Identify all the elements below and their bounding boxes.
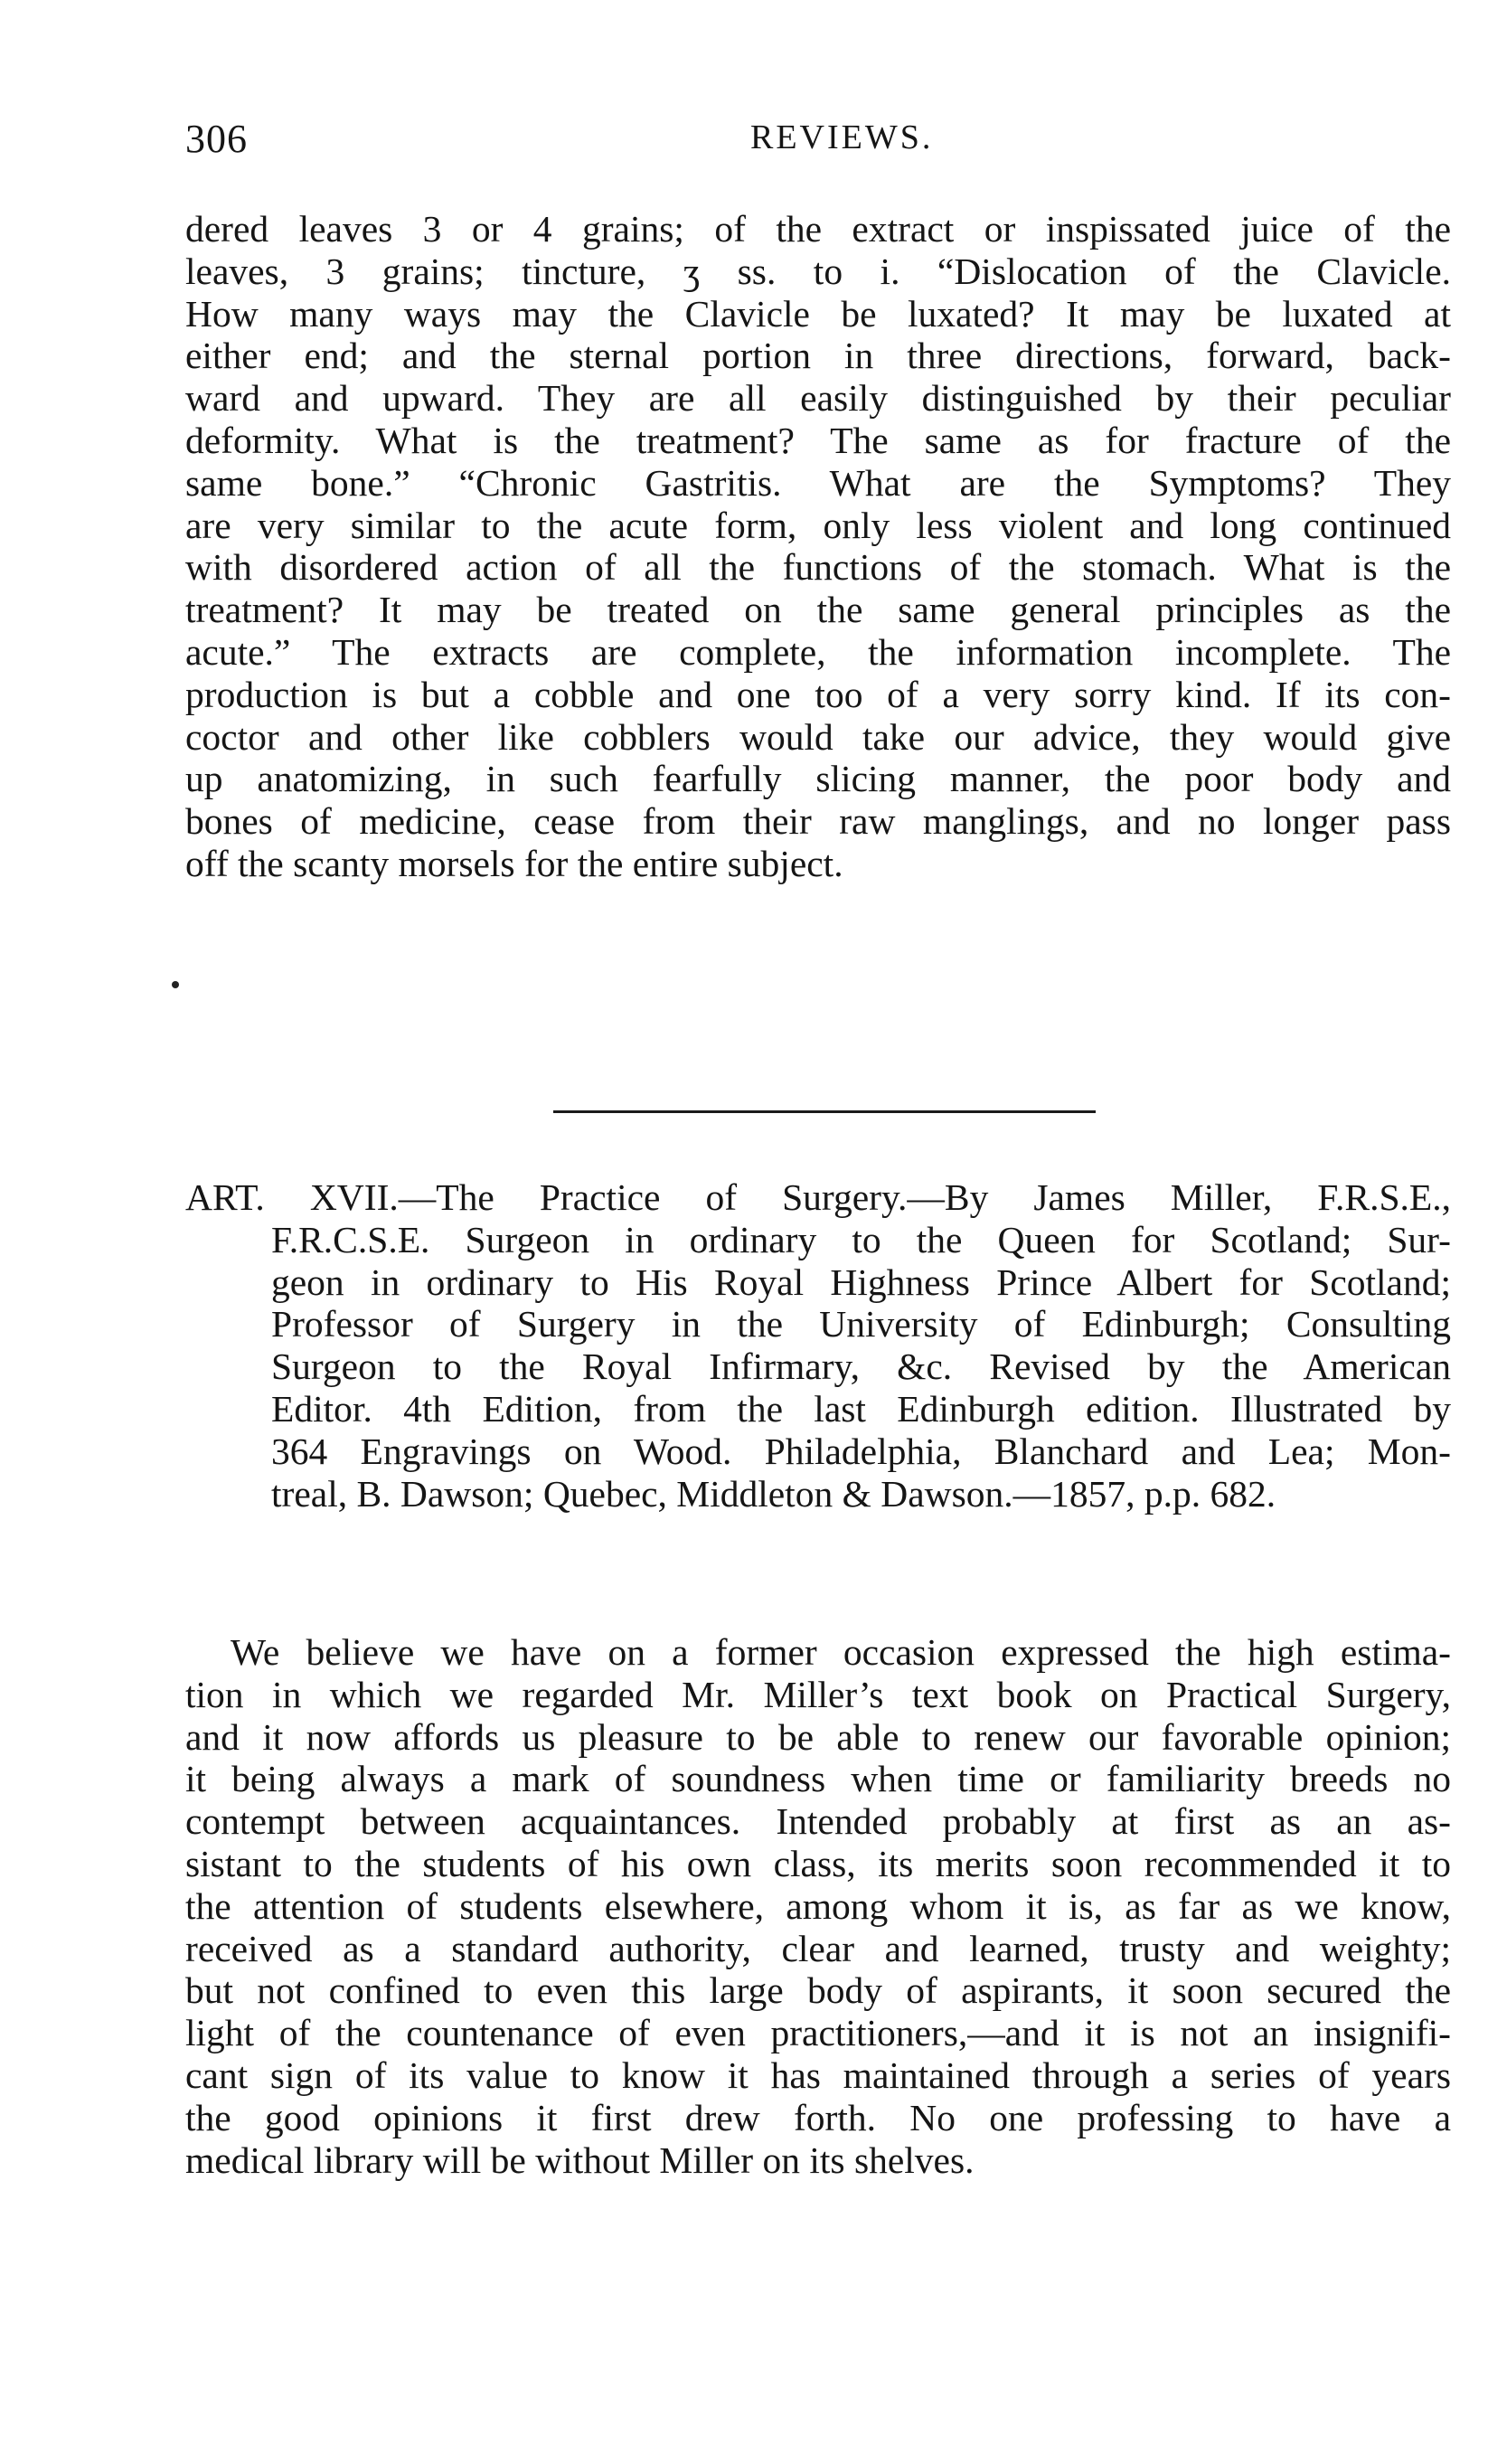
text-line: bones of medicine, cease from their raw manglings, and no longer pass xyxy=(185,800,1451,843)
heading-line: Editor. 4th Edition, from the last Edinburgh edition. Illustrated by xyxy=(271,1387,1451,1430)
text-line: We believe we have on a former occasion expressed the high estima- xyxy=(231,1631,1451,1673)
text-line: tion in which we regarded Mr. Miller’s text book on Practical Surgery, xyxy=(185,1673,1451,1715)
text-line: the good opinions it first drew forth. No one professing to have a xyxy=(185,2096,1451,2138)
margin-mark xyxy=(172,981,179,988)
text-line: sistant to the students of his own class, its merits soon recommended it to xyxy=(185,1842,1451,1884)
article-heading xyxy=(185,1176,1451,1515)
text-line: How many ways may the Clavicle be luxated? It may be luxated at xyxy=(185,292,1451,335)
previous-review-conclusion xyxy=(185,208,1451,885)
heading-line: geon in ordinary to His Royal Highness Prince Albert for Scotland; xyxy=(271,1260,1451,1303)
text-line: coctor and other like cobblers would take our advice, they would give xyxy=(185,715,1451,758)
heading-line: 364 Engravings on Wood. Philadelphia, Blanchard and Lea; Mon- xyxy=(271,1430,1451,1472)
heading-line: Surgeon to the Royal Infirmary, &c. Revised by the American xyxy=(271,1345,1451,1388)
text-line: and it now affords us pleasure to be able to renew our favorable opinion; xyxy=(185,1715,1451,1758)
text-line: acute.” The extracts are complete, the information incomplete. The xyxy=(185,630,1451,673)
article-review-paragraph xyxy=(185,1631,1451,2181)
heading-line: ART. XVII.—The Practice of Surgery.—By James Miller, F.R.S.E., xyxy=(185,1176,1451,1218)
page-header xyxy=(185,116,1451,170)
heading-line: F.R.C.S.E. Surgeon in ordinary to the Queen for Scotland; Sur- xyxy=(271,1218,1451,1260)
text-line: with disordered action of all the functions of the stomach. What is the xyxy=(185,546,1451,589)
text-line: received as a standard authority, clear and learned, trusty and weighty; xyxy=(185,1927,1451,1969)
text-line: medical library will be without Miller on its shelves. xyxy=(185,2138,975,2181)
section-divider xyxy=(553,1110,1096,1113)
heading-line: treal, B. Dawson; Quebec, Middleton & Dawson.—1857, p.p. 682. xyxy=(271,1472,1276,1515)
text-line: off the scanty morsels for the entire subject. xyxy=(185,842,843,884)
text-line: same bone.” “Chronic Gastritis. What are the Symptoms? They xyxy=(185,461,1451,504)
text-line: the attention of students elsewhere, among whom it is, as far as we know, xyxy=(185,1884,1451,1927)
text-line: are very similar to the acute form, only less violent and long continued xyxy=(185,504,1451,546)
text-line: up anatomizing, in such fearfully slicing manner, the poor body and xyxy=(185,758,1451,800)
text-line: ward and upward. They are all easily distinguished by their peculiar xyxy=(185,377,1451,420)
running-head: REVIEWS. xyxy=(750,118,934,156)
text-line: either end; and the sternal portion in three directions, forward, back- xyxy=(185,335,1451,377)
text-line: leaves, 3 grains; tincture, ʒ ss. to i. “Dislocation of the Clavicle. xyxy=(185,250,1451,292)
text-line: treatment? It may be treated on the same general principles as the xyxy=(185,589,1451,631)
text-line: light of the countenance of even practitioners,—and it is not an insignifi- xyxy=(185,2012,1451,2054)
heading-line: Professor of Surgery in the University of Edinburgh; Consulting xyxy=(271,1303,1451,1345)
text-line: dered leaves 3 or 4 grains; of the extract or inspissated juice of the xyxy=(185,208,1451,250)
text-line: but not confined to even this large body of aspirants, it soon secured the xyxy=(185,1969,1451,2012)
text-line: contempt between acquaintances. Intended probably at first as an as- xyxy=(185,1800,1451,1843)
text-line: production is but a cobble and one too of a very sorry kind. If its con- xyxy=(185,673,1451,715)
page-number: 306 xyxy=(185,117,248,161)
text-line: deformity. What is the treatment? The same as for fracture of the xyxy=(185,419,1451,461)
text-line: cant sign of its value to know it has maintained through a series of years xyxy=(185,2053,1451,2096)
text-line: it being always a mark of soundness when time or familiarity breeds no xyxy=(185,1758,1451,1800)
